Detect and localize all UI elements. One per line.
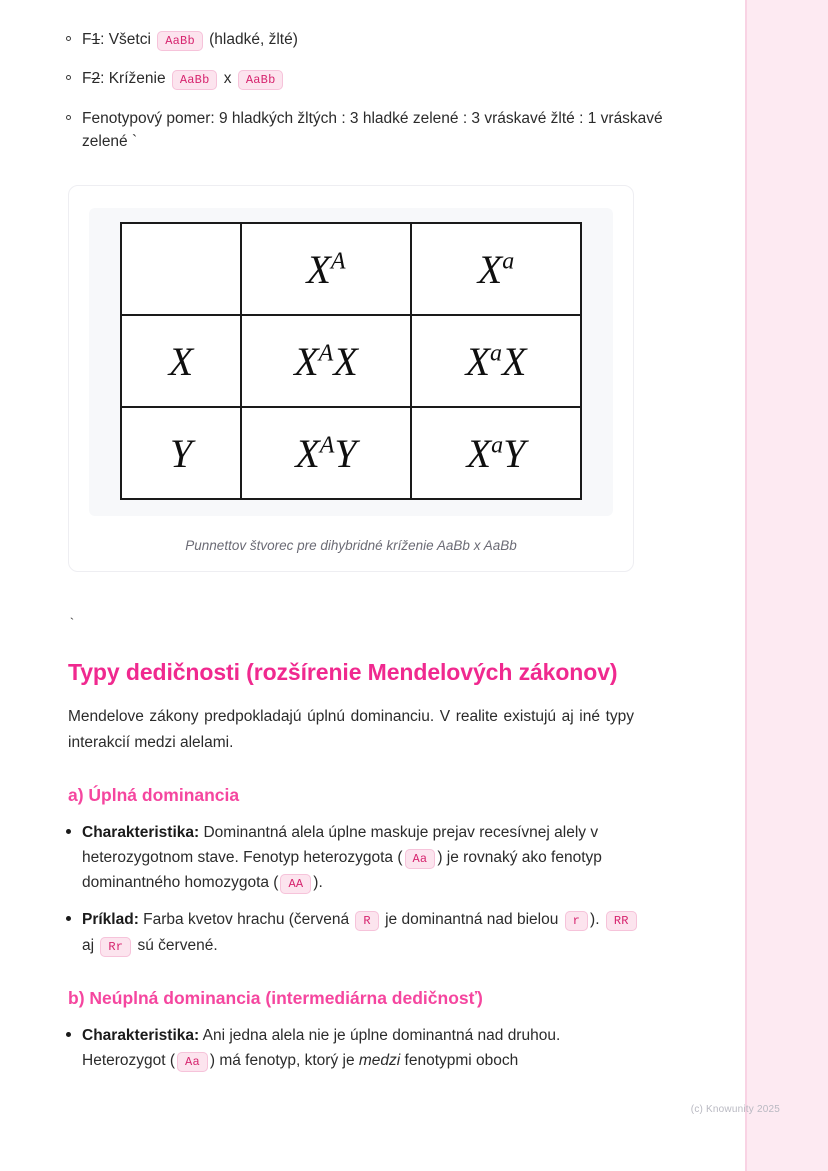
bullet-icon	[66, 75, 71, 80]
f1-text-after: (hladké, žlté)	[204, 31, 298, 48]
genotype-chip: RR	[606, 911, 637, 931]
bullet-icon	[66, 829, 71, 834]
subsection-b-title: b) Neúplná dominancia (intermediárna dedičnosť)	[68, 987, 483, 1008]
list-item	[40, 1023, 640, 1073]
item-part-3: fenotypmi oboch	[400, 1051, 519, 1069]
intro-paragraph: Mendelove zákony predpokladajú úplnú dominanciu. V realite existujú aj iné typy interakcií medzi alelami.	[68, 708, 634, 751]
punnett-row-header-2: Y	[121, 407, 241, 499]
item-part-2: je dominantná nad bielou	[380, 911, 563, 929]
list-item	[40, 820, 640, 895]
punnett-corner-cell	[121, 223, 241, 315]
punnett-row-header-1: X	[121, 315, 241, 407]
list-item	[40, 107, 700, 154]
stray-backtick: `	[68, 616, 76, 631]
genotype-chip: AaBb	[157, 31, 203, 51]
punnett-cell-2-1: $X^AY$	[241, 407, 411, 499]
list-item	[40, 907, 640, 957]
f1-text-before: : Všetci	[100, 31, 156, 48]
punnett-cell-2-2: $X^aY$	[411, 407, 581, 499]
genotype-chip: r	[565, 911, 588, 931]
item-part-1: Farba kvetov hrachu (červená	[138, 911, 354, 929]
subsection-b-list	[40, 1023, 700, 1073]
punnett-square-inner	[89, 208, 613, 516]
punnett-square-table	[120, 222, 582, 500]
table-row	[121, 223, 581, 315]
list-item	[40, 28, 700, 51]
phenotype-ratio-text: Fenotypový pomer: 9 hladkých žltých : 3 hladké zelené : 3 vráskavé žlté : 1 vráskavé zelené `	[82, 109, 663, 150]
f2-prefix: F	[82, 70, 92, 88]
f-generation-list	[40, 28, 700, 153]
table-row	[121, 407, 581, 499]
f1-subscript: 1	[91, 31, 101, 48]
bullet-icon	[66, 1032, 71, 1037]
subsection-a-title: a) Úplná dominancia	[68, 785, 240, 806]
item-part-4: aj	[82, 936, 99, 954]
bullet-icon	[66, 916, 71, 921]
item-part-2: ) je rovnaký ako fenotyp dominantného homozygota (	[82, 849, 602, 892]
genotype-chip: Rr	[100, 937, 131, 957]
f2-subscript: 2	[91, 70, 101, 88]
watermark: (c) Knowunity 2025	[690, 1104, 780, 1115]
item-part-3: ).	[313, 874, 323, 892]
genotype-chip: Aa	[405, 849, 436, 869]
item-part-1: Dominantná alela úplne maskuje prejav recesívnej alely v heterozygotnom stave. Fenotyp heterozygota (	[82, 824, 599, 867]
item-lead: Charakteristika:	[82, 1026, 200, 1044]
table-row	[121, 315, 581, 407]
genotype-chip: AA	[280, 874, 311, 894]
item-lead: Charakteristika:	[82, 824, 200, 842]
item-part-1: Ani jedna alela nie je úplne dominantná nad druhou. Heterozygot (	[82, 1026, 561, 1069]
genotype-chip: AaBb	[172, 70, 218, 90]
punnett-cell-1-1: $X^AX$	[241, 315, 411, 407]
genotype-chip: AaBb	[238, 70, 284, 90]
f1-prefix: F	[82, 31, 92, 48]
punnett-col-header-1: $X^A$	[241, 223, 411, 315]
page-right-rail	[746, 0, 828, 1171]
subsection-a-list	[40, 820, 700, 958]
section-title: Typy dedičnosti (rozšírenie Mendelových zákonov)	[68, 659, 618, 685]
list-item	[40, 67, 700, 90]
bullet-icon	[66, 36, 71, 41]
item-part-3: ).	[590, 911, 604, 929]
item-italic: medzi	[358, 1051, 401, 1069]
bullet-icon	[66, 115, 71, 120]
document-content	[40, 0, 700, 1085]
item-part-2: ) má fenotyp, ktorý je	[209, 1051, 359, 1069]
punnett-col-header-2: $X^a$	[411, 223, 581, 315]
genotype-chip: Aa	[177, 1052, 208, 1072]
genotype-chip: R	[355, 911, 378, 931]
item-part-5: sú červené.	[133, 936, 218, 954]
f2-text-before: : Kríženie	[100, 70, 170, 88]
item-lead: Príklad:	[82, 911, 139, 929]
page-right-rail-divider	[745, 0, 747, 1171]
punnett-square-card	[68, 185, 634, 572]
punnett-caption: Punnettov štvorec pre dihybridné kríženie AaBb x AaBb	[185, 538, 517, 553]
f2-middle: x	[219, 70, 236, 88]
punnett-cell-1-2: $X^aX$	[411, 315, 581, 407]
